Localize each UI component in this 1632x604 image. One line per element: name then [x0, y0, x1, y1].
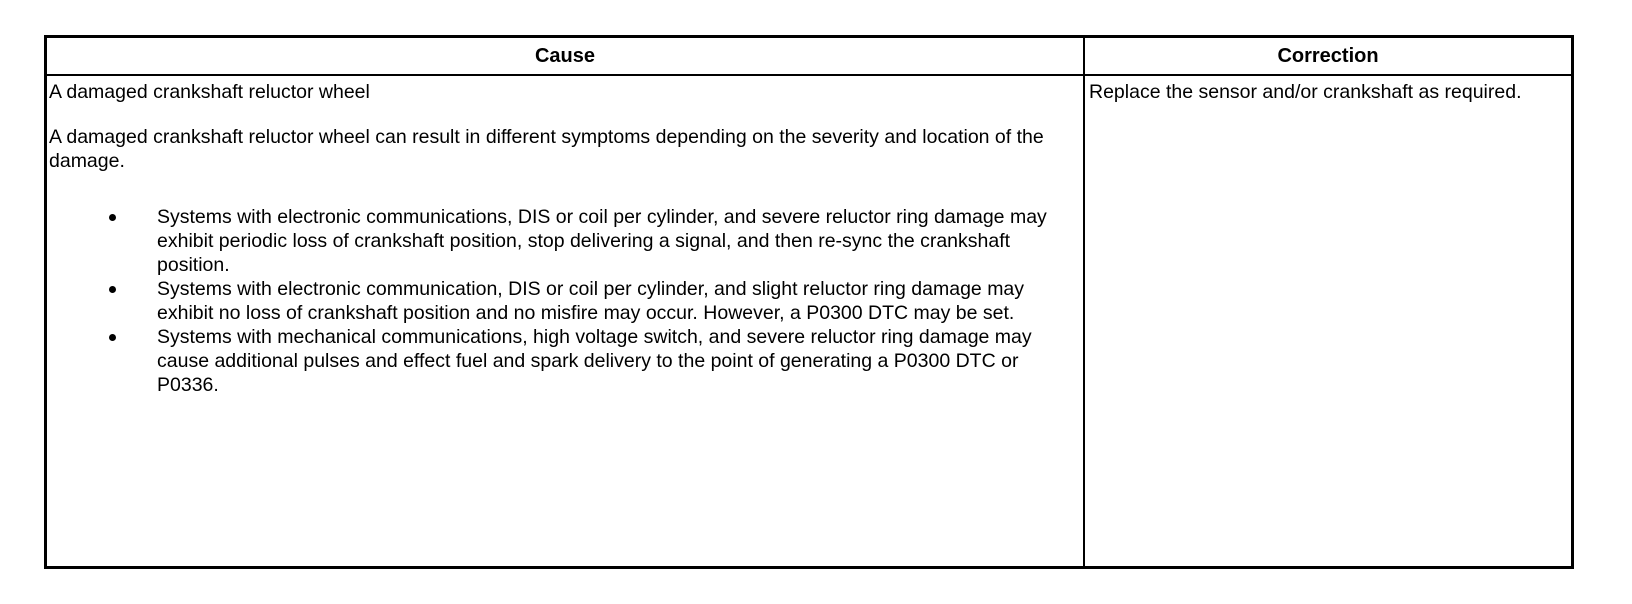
cause-correction-table	[44, 35, 1574, 569]
correction-column-header: Correction	[1277, 44, 1379, 67]
cause-description: A damaged crankshaft reluctor wheel can result in different symptoms depending on the severity and location of the damage.	[49, 126, 1044, 172]
bullet-item	[49, 277, 1083, 325]
table-row	[47, 76, 1571, 566]
table-header-row	[47, 38, 1571, 76]
bullet-item	[49, 205, 1083, 277]
cause-bullet-list	[49, 205, 1083, 397]
cause-cell	[47, 76, 1085, 566]
bullet-icon	[109, 286, 116, 293]
cause-title: A damaged crankshaft reluctor wheel	[49, 81, 370, 103]
bullet-item	[49, 325, 1083, 397]
bullet-icon	[109, 334, 116, 341]
correction-text: Replace the sensor and/or crankshaft as required.	[1089, 81, 1522, 103]
correction-cell	[1085, 76, 1571, 566]
cause-column-header: Cause	[47, 38, 1085, 74]
bullet-text: Systems with mechanical communications, high voltage switch, and severe reluctor ring damage may cause additional pulses and effect fuel and spark delivery to the point of generating a P0300 DTC or P0336.	[157, 326, 1032, 396]
bullet-icon	[109, 214, 116, 221]
bullet-text: Systems with electronic communication, DIS or coil per cylinder, and slight reluctor ring damage may exhibit no loss of crankshaft position and no misfire may occur. However, a P0300 DTC may be set.	[157, 278, 1025, 324]
bullet-text: Systems with electronic communications, DIS or coil per cylinder, and severe reluctor ring damage may exhibit periodic loss of crankshaft position, stop delivering a signal, and then re-sync the crankshaft position.	[157, 206, 1047, 276]
